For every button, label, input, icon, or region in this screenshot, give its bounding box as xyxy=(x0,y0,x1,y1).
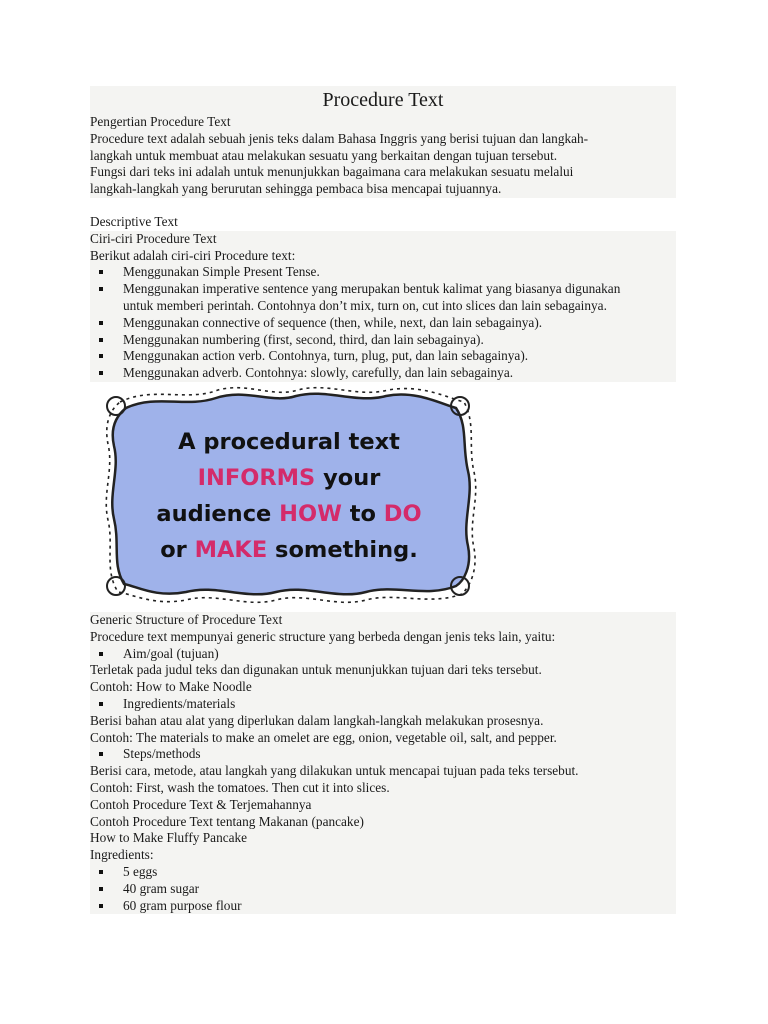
ciri-heading: Ciri-ciri Procedure Text xyxy=(90,230,217,246)
banner-make: MAKE xyxy=(194,536,268,563)
ingredients-list-heading xyxy=(90,696,676,713)
ciri-section xyxy=(90,231,676,382)
aim-list xyxy=(90,646,676,663)
banner-to: to xyxy=(341,500,384,527)
intro-heading: Pengertian Procedure Text xyxy=(90,114,231,129)
aim-description: Terletak pada judul teks dan digunakan untuk menunjukkan tujuan dari teks tersebut. xyxy=(90,662,542,678)
banner-how: HOW xyxy=(279,500,342,527)
banner-line-2 xyxy=(124,460,454,496)
ciri-list xyxy=(90,264,676,382)
banner-line-4 xyxy=(124,532,454,568)
list-item: Menggunakan adverb. Contohnya: slowly, carefully, dan lain sebagainya. xyxy=(90,365,676,382)
intro-section xyxy=(90,86,676,198)
steps-example: Contoh: First, wash the tomatoes. Then cut it into slices. xyxy=(90,779,390,795)
document-page xyxy=(90,86,676,914)
banner-line-1: A procedural text xyxy=(178,428,400,455)
list-item: 5 eggs xyxy=(90,864,676,881)
banner-informs: INFORMS xyxy=(197,464,316,491)
list-item: Menggunakan Simple Present Tense. xyxy=(90,264,676,281)
intro-line-1: Procedure text adalah sebuah jenis teks dalam Bahasa Inggris yang berisi tujuan dan langkah- xyxy=(90,130,589,146)
list-item: Menggunakan imperative sentence yang merupakan bentuk kalimat yang biasanya digunakan untuk memberi perintah. Contohnya don’t mix, turn on, cut into slices dan lain sebagainya. xyxy=(90,281,676,315)
procedural-text-banner xyxy=(96,386,480,604)
list-item: Aim/goal (tujuan) xyxy=(90,646,676,663)
examples-heading: Contoh Procedure Text & Terjemahannya xyxy=(90,796,312,812)
list-item: Steps/methods xyxy=(90,746,676,763)
banner-audience: audience xyxy=(156,500,280,527)
structure-heading: Generic Structure of Procedure Text xyxy=(90,611,283,627)
steps-description: Berisi cara, metode, atau langkah yang dilakukan untuk mencapai tujuan pada teks tersebut. xyxy=(90,763,579,779)
ingredients-label: Ingredients: xyxy=(90,847,154,863)
banner-text xyxy=(124,424,454,568)
aim-example: Contoh: How to Make Noodle xyxy=(90,679,252,695)
spacer xyxy=(90,198,676,214)
banner-something: something. xyxy=(267,536,418,563)
ingredients-example: Contoh: The materials to make an omelet are egg, onion, vegetable oil, salt, and pepper. xyxy=(90,729,557,745)
banner-line-3 xyxy=(124,496,454,532)
list-item: 60 gram purpose flour xyxy=(90,898,676,915)
banner-do: DO xyxy=(383,500,422,527)
structure-lead: Procedure text mempunyai generic structure yang berbeda dengan jenis teks lain, yaitu: xyxy=(90,628,556,644)
structure-section xyxy=(90,612,676,914)
intro-line-4: langkah-langkah yang berurutan sehingga pembaca bisa mencapai tujuannya. xyxy=(90,181,502,197)
list-item: 40 gram sugar xyxy=(90,881,676,898)
steps-list-heading xyxy=(90,746,676,763)
recipe-ingredients-list xyxy=(90,864,676,914)
list-item: Ingredients/materials xyxy=(90,696,676,713)
page-title: Procedure Text xyxy=(322,89,444,111)
list-item: Menggunakan connective of sequence (then, while, next, dan lain sebagainya). xyxy=(90,315,676,332)
recipe-title: How to Make Fluffy Pancake xyxy=(90,830,248,846)
examples-subheading: Contoh Procedure Text tentang Makanan (pancake) xyxy=(90,813,364,829)
intro-line-3: Fungsi dari teks ini adalah untuk menunjukkan bagaimana cara melakukan sesuatu melalui xyxy=(90,164,574,180)
descriptive-text-link[interactable]: Descriptive Text xyxy=(90,213,178,229)
ingredients-description: Berisi bahan atau alat yang diperlukan dalam langkah-langkah melakukan prosesnya. xyxy=(90,712,544,728)
ciri-lead: Berikut adalah ciri-ciri Procedure text: xyxy=(90,247,296,263)
list-item: Menggunakan action verb. Contohnya, turn, plug, put, dan lain sebagainya). xyxy=(90,348,676,365)
banner-or: or xyxy=(160,536,195,563)
intro-line-2: langkah untuk membuat atau melakukan sesuatu yang berkaitan dengan tujuan tersebut. xyxy=(90,147,558,163)
banner-your: your xyxy=(315,464,381,491)
list-item: Menggunakan numbering (first, second, third, dan lain sebagainya). xyxy=(90,332,676,349)
